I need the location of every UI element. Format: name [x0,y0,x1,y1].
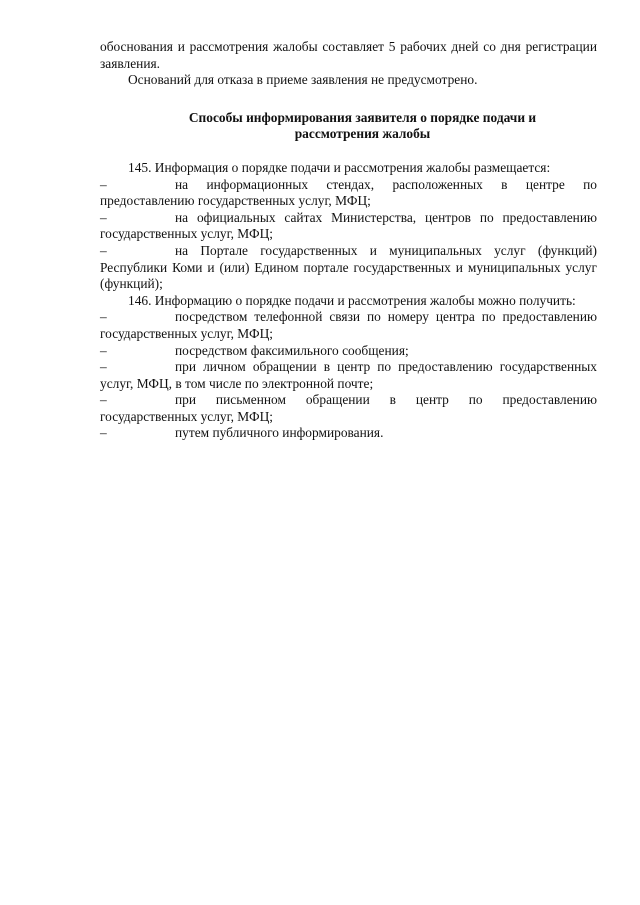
list-item [100,243,597,293]
list-item-text: на официальных сайтах Министерства, центров по предоставлению государственных услуг, МФЦ; [100,209,597,242]
list-item-text: путем публичного информирования. [175,425,384,441]
dash-marker: – [100,242,107,258]
dash-marker: – [100,425,107,441]
dash-marker: – [100,392,107,408]
list-item [100,359,597,392]
list-item [100,177,597,210]
dash-marker: – [100,359,107,375]
list-item-text: при личном обращении в центр по предоставлению государственных услуг, МФЦ, в том числе по электронной почте; [100,359,597,391]
list-item [100,425,597,442]
dash-marker: – [100,209,107,225]
section-heading-line-2: рассмотрения жалобы [294,126,431,142]
spacer [100,143,597,160]
list-item-text: на информационных стендах, расположенных в центре по предоставлению государственных услуг, МФЦ; [100,176,597,209]
list-item-text: на Портале государственных и муниципальных услуг (функций) Республики Коми и (или) Едином портале государственных и муниципальных услуг (функций); [100,242,597,292]
list-item [100,309,597,342]
list-item-text: при письменном обращении в центр по предоставлению государственных услуг, МФЦ; [100,392,597,424]
list-item [100,392,597,425]
document-page [100,39,597,442]
list-item-text: посредством телефонной связи по номеру центра по предоставлению государственных услуг, МФЦ; [100,309,597,341]
spacer [100,89,597,110]
section-heading [100,110,597,143]
paragraph-item-145: 145. Информация о порядке подачи и рассмотрения жалобы размещается: [128,159,551,175]
dash-marker: – [100,176,107,192]
list-item [100,343,597,360]
list-item [100,210,597,243]
paragraph-no-refusal-grounds: Оснований для отказа в приеме заявления не предусмотрено. [128,72,478,88]
list-item-text: посредством факсимильного сообщения; [175,342,409,358]
section-heading-line-1: Способы информирования заявителя о порядке подачи и [188,109,537,125]
paragraph-item-146: 146. Информацию о порядке подачи и рассмотрения жалобы можно получить: [128,292,576,308]
dash-marker: – [100,309,107,325]
dash-marker: – [100,342,107,358]
paragraph-review-deadline: обоснования и рассмотрения жалобы составляет 5 рабочих дней со дня регистрации заявления. [100,39,597,71]
